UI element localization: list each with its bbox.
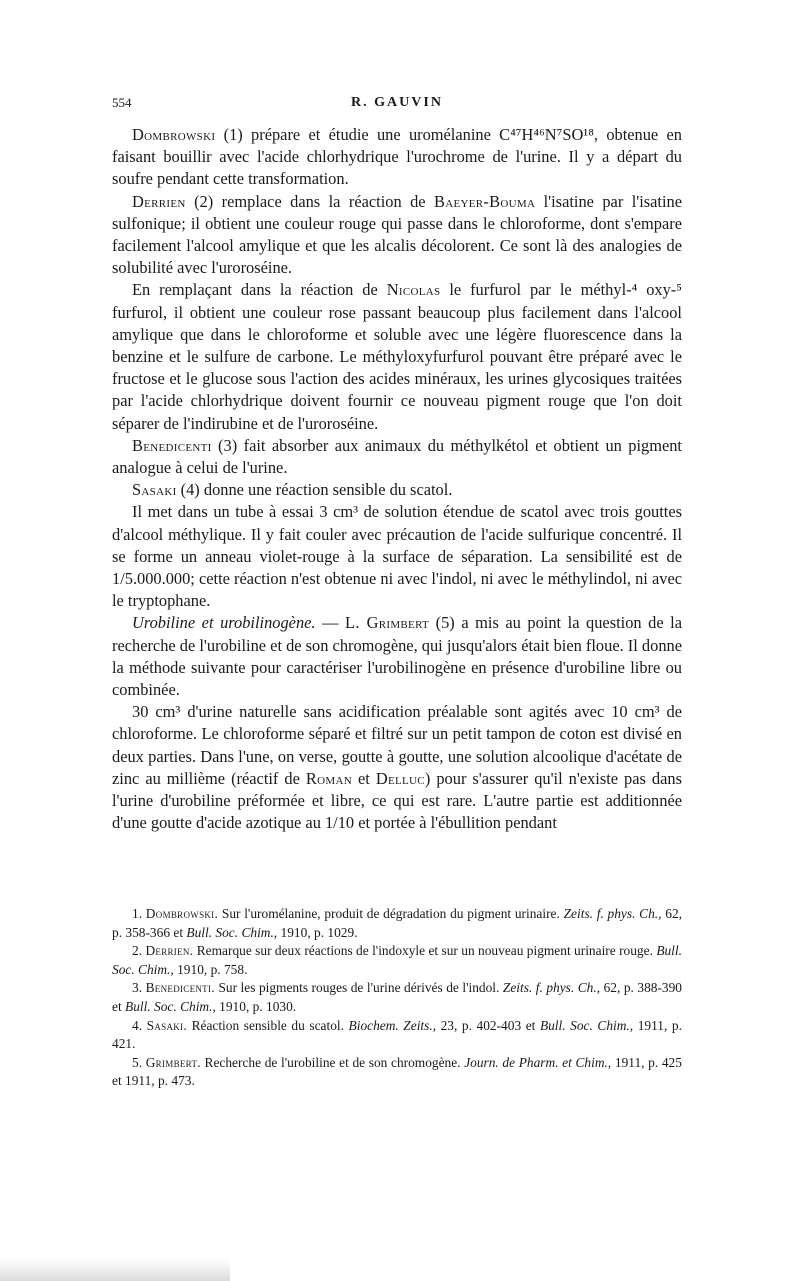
footnote-tail: 62, p. 358-366 et bbox=[112, 906, 683, 940]
paragraph-text: a mis au point la question de la recherche de l'urobiline et de son chromogène, qui jusqu'alors était bien floue. Il donne la méthode suivante pour caractériser l'urobilinogène en présence d'urobiline libre ou combinée. bbox=[112, 613, 682, 700]
footnote-number: 2. bbox=[132, 943, 143, 959]
author-name: Sasaki bbox=[132, 480, 177, 500]
footnote-journal: Biochem. Zeits., bbox=[348, 1017, 437, 1033]
footnote-tail: 1911, p. 425 et 1911, p. 473. bbox=[112, 1054, 682, 1089]
footnote-author: Grimbert. bbox=[145, 1054, 201, 1070]
main-text bbox=[112, 124, 682, 835]
footnote-text: Réaction sensible du scatol. bbox=[191, 1017, 344, 1033]
person-name: Baeyer-Bouma bbox=[433, 191, 536, 211]
paragraph bbox=[112, 701, 682, 834]
footnote bbox=[112, 1054, 682, 1091]
footnote bbox=[112, 942, 682, 979]
footnote bbox=[112, 905, 682, 942]
person-name: Nicolas bbox=[386, 280, 441, 300]
footnote-text: Sur l'uromélanine, produit de dégradation du pigment urinaire. bbox=[221, 906, 560, 921]
person-name: Delluc bbox=[375, 768, 425, 788]
scan-shadow bbox=[0, 1259, 230, 1281]
footnote-ref: (3) bbox=[218, 435, 238, 455]
footnote-author: Derrien. bbox=[145, 943, 194, 959]
footnote-author: Benedicenti. bbox=[145, 980, 215, 996]
footnote-number: 4. bbox=[132, 1017, 143, 1033]
footnote-author: Sasaki. bbox=[146, 1017, 188, 1033]
footnote-journal: Bull. Soc. Chim., bbox=[186, 924, 278, 940]
author-name: Benedicenti bbox=[132, 435, 212, 455]
paragraph-text: En remplaçant dans la réaction de bbox=[132, 280, 378, 300]
paragraph-text: l'isatine par l'isatine sulfonique; il obtient une couleur rouge qui passe dans le chloroforme, dont s'empare facilement l'alcool amylique et que les alcalis décolorent. Ce sont là des analogies de solubilité avec l'uroroséine. bbox=[112, 191, 682, 278]
paragraph bbox=[112, 612, 682, 701]
person-name: Roman bbox=[305, 768, 352, 788]
author-name: Dombrowski bbox=[132, 125, 216, 144]
footnote-number: 3. bbox=[132, 980, 143, 996]
footnote-journal: Journ. de Pharm. et Chim., bbox=[464, 1054, 612, 1070]
paragraph-text: ) pour s'assurer qu'il n'existe pas dans l'urine d'urobiline préformée et libre, ce qui est rare. L'autre partie est additionnée d'une goutte d'acide azotique au 1/10 et portée à l'ébullition pendant bbox=[112, 768, 682, 833]
footnote-journal: Bull. Soc. Chim., bbox=[125, 998, 216, 1014]
footnote bbox=[112, 979, 682, 1016]
footnote-ref: (2) bbox=[194, 191, 214, 211]
running-head: R. GAUVIN bbox=[351, 95, 443, 110]
footnote-text: Remarque sur deux réactions de l'indoxyle et sur un nouveau pigment urinaire rouge. bbox=[196, 943, 653, 959]
paragraph bbox=[112, 279, 682, 434]
paragraph bbox=[112, 191, 682, 280]
footnote-tail: 1910, p. 1030. bbox=[219, 998, 297, 1014]
paragraph-text: remplace dans la réaction de bbox=[221, 191, 426, 211]
footnote-tail: 1910, p. 1029. bbox=[280, 924, 358, 940]
page-header bbox=[112, 95, 682, 115]
paragraph bbox=[112, 479, 682, 501]
footnote-number: 5. bbox=[132, 1054, 143, 1070]
paragraph bbox=[112, 501, 682, 612]
paragraph-text: Il met dans un tube à essai 3 cm³ de solution étendue de scatol avec trois gouttes d'alcool méthylique. Il y fait couler avec précaution de l'acide sulfurique concentré. Il se forme un anneau violet-rouge à la surface de séparation. La sensibilité est de 1/5.000.000; cette réaction n'est obtenue ni avec l'indol, ni avec le méthylindol, ni avec le tryptophane. bbox=[112, 502, 682, 611]
paragraph-text: donne une réaction sensible du scatol. bbox=[203, 480, 453, 500]
footnote-tail: 62, p. 388-390 et bbox=[112, 980, 682, 1014]
paragraph bbox=[112, 435, 682, 479]
author-name: L. Grimbert bbox=[345, 613, 430, 633]
footnote-text: Sur les pigments rouges de l'urine dérivés de l'indol. bbox=[218, 980, 500, 996]
section-title: Urobiline et urobilinogène. bbox=[132, 613, 316, 633]
page-number: 554 bbox=[112, 95, 132, 110]
footnote-journal: Bull. Soc. Chim., bbox=[539, 1017, 634, 1033]
footnotes bbox=[112, 905, 682, 1091]
author-name: Derrien bbox=[132, 191, 186, 211]
paragraph bbox=[112, 124, 682, 191]
footnote-journal: Bull. Soc. Chim., bbox=[112, 943, 682, 977]
footnote-text: Recherche de l'urobiline et de son chromogène. bbox=[204, 1054, 461, 1070]
paragraph-text: prépare et étudie une uromélanine C⁴⁷H⁴⁶N⁷SO¹⁸, obtenue en faisant bouillir avec l'acide chlorhydrique l'urochrome de l'urine. Il y a départ du soufre pendant cette transformation. bbox=[112, 125, 682, 189]
paragraph-text: 30 cm³ d'urine naturelle sans acidification préalable sont agités avec 10 cm³ de chloroforme. Le chloroforme séparé et filtré sur un petit tampon de coton est divisé en deux parties. Dans l'une, on verse, goutte à goutte, une solution alcoolique d'acétate de zinc au millième (réactif de bbox=[112, 702, 682, 788]
footnote-ref: (1) bbox=[223, 125, 243, 144]
footnote bbox=[112, 1017, 682, 1054]
paragraph-text: fait absorber aux animaux du méthylkétol et obtient un pigment analogue à celui de l'urine. bbox=[112, 435, 682, 478]
dash: — bbox=[322, 613, 339, 633]
footnote-tail: 1910, p. 758. bbox=[177, 961, 248, 977]
footnote-author: Dombrowski. bbox=[145, 906, 219, 921]
footnote-ref: (5) bbox=[435, 613, 455, 633]
paragraph-text: le furfurol par le méthyl-⁴ oxy-⁵ furfurol, il obtient une couleur rose passant beaucoup plus facilement dans l'alcool amylique que dans le chloroforme et soluble avec une légère fluorescence dans la benzine et le sulfure de carbone. Le méthyloxyfurfurol pouvant être préparé avec le fructose et le glucose sous l'action des acides minéraux, les urines glycosiques traitées par l'acide chlorhydrique doivent fournir ce nouveau pigment rouge que l'on doit séparer de l'indirubine et de l'uroroséine. bbox=[112, 280, 682, 433]
footnote-tail: 23, p. 402-403 et bbox=[440, 1017, 536, 1033]
footnote-number: 1. bbox=[132, 906, 143, 921]
paragraph-text: et bbox=[357, 768, 370, 788]
footnote-tail: 1911, p. 421. bbox=[112, 1017, 682, 1052]
footnote-journal: Zeits. f. phys. Ch., bbox=[502, 980, 601, 996]
footnote-journal: Zeits. f. phys. Ch., bbox=[563, 906, 662, 921]
footnote-ref: (4) bbox=[180, 480, 200, 500]
